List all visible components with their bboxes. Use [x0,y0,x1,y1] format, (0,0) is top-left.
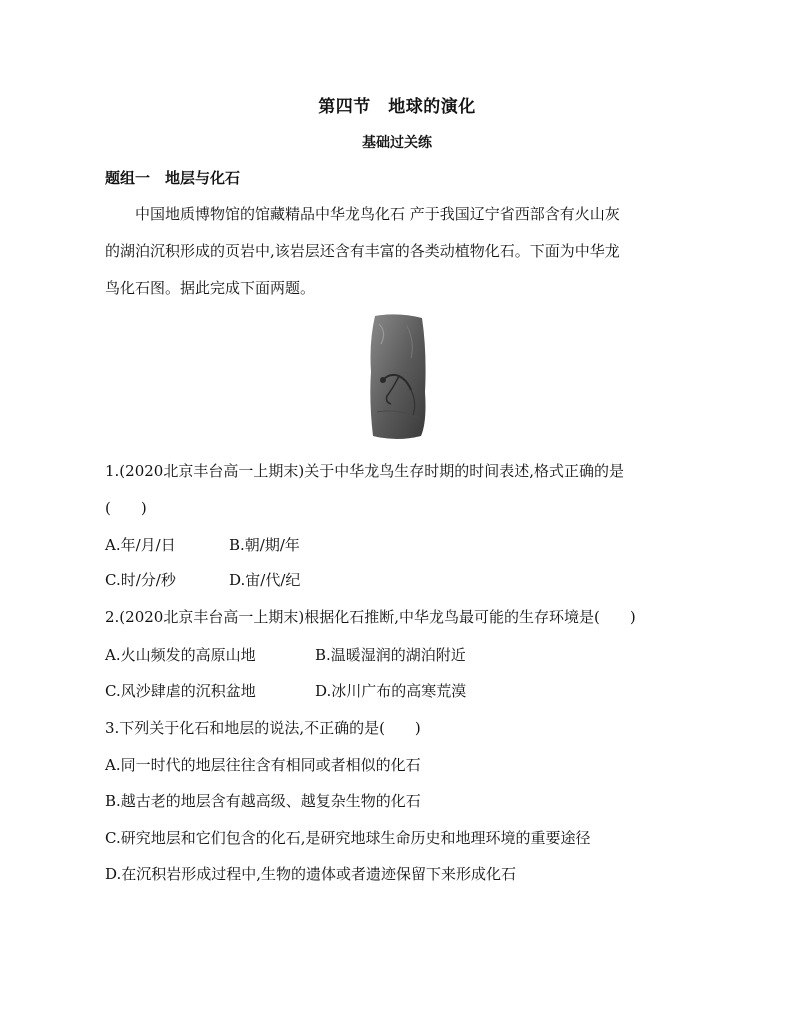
intro-line: 鸟化石图。据此完成下面两题。 [105,279,316,297]
option-a[interactable]: A.同一时代的地层往往含有相同或者相似的化石 [105,756,421,774]
option-a[interactable]: A.年/月/日 [105,536,176,554]
option-b[interactable]: B.温暖湿润的湖泊附近 [315,646,466,664]
fossil-image [367,312,429,442]
question-1-options-row2 [105,569,300,590]
section-title: 第四节 地球的演化 [318,97,476,117]
question-group-title: 题组一 地层与化石 [105,169,241,187]
option-c[interactable]: C.研究地层和它们包含的化石,是研究地球生命历史和地理环境的重要途径 [105,829,591,847]
question-1-options-row1 [105,534,300,555]
option-d[interactable]: D.宙/代/纪 [229,571,301,589]
intro-paragraph [105,196,695,307]
option-c[interactable]: C.时/分/秒 [105,571,176,589]
section-subtitle: 基础过关练 [362,135,432,151]
question-2-stem: 2.(2020北京丰台高一上期末)根据化石推断,中华龙鸟最可能的生存环境是( ) [105,608,636,626]
intro-line: 中国地质博物馆的馆藏精品中华龙鸟化石 产于我国辽宁省西部含有火山灰 [105,205,620,223]
option-d[interactable]: D.冰川广布的高寒荒漠 [315,682,467,700]
option-b[interactable]: B.朝/期/年 [229,536,300,554]
question-2-options-row2 [105,680,466,701]
option-c[interactable]: C.风沙肆虐的沉积盆地 [105,682,256,700]
question-1-stem: 1.(2020北京丰台高一上期末)关于中华龙鸟生存时期的时间表述,格式正确的是 [105,462,624,480]
option-b[interactable]: B.越古老的地层含有越高级、越复杂生物的化石 [105,792,421,810]
question-1-answer-blank: ( ) [105,499,147,517]
intro-line: 的湖泊沉积形成的页岩中,该岩层还含有丰富的各类动植物化石。下面为中华龙 [105,242,620,260]
question-2-options-row1 [105,644,466,665]
option-d[interactable]: D.在沉积岩形成过程中,生物的遗体或者遗迹保留下来形成化石 [105,865,517,883]
question-3-stem: 3.下列关于化石和地层的说法,不正确的是( ) [105,719,421,737]
option-a[interactable]: A.火山频发的高原山地 [105,646,256,664]
